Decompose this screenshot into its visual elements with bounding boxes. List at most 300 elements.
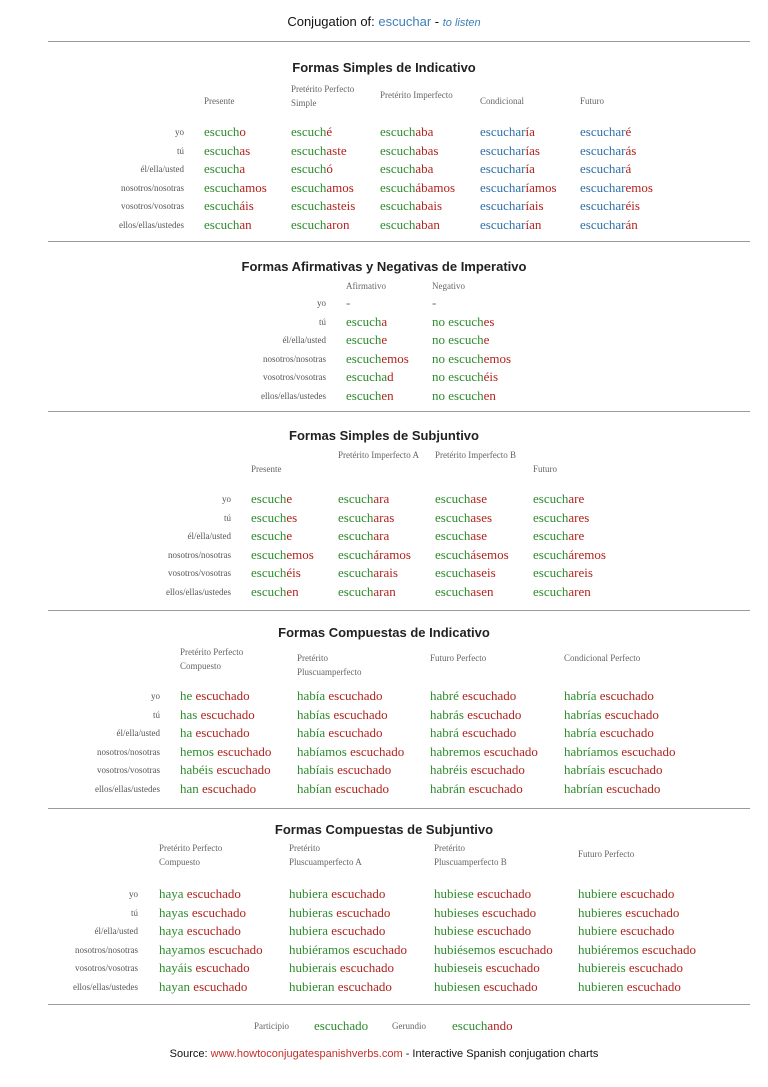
verb-stem: escuch xyxy=(204,179,240,195)
column-header: Pretérito Perfecto Compuesto xyxy=(180,647,244,671)
verb-stem: - xyxy=(346,295,351,310)
participio-value: escuchado xyxy=(314,1018,369,1033)
auxiliary-verb: habríamos xyxy=(564,743,619,759)
conjugation-cell xyxy=(480,143,540,159)
auxiliary-verb: han xyxy=(180,781,199,796)
conjugation-cell xyxy=(580,217,638,233)
conjugation-cell xyxy=(435,528,487,544)
conjugation-cell xyxy=(289,979,392,995)
divider xyxy=(48,241,750,242)
participle: escuchado xyxy=(333,762,392,778)
verb-ending: are xyxy=(568,491,585,506)
conjugation-cell xyxy=(297,688,383,704)
verb-ending: ases xyxy=(470,509,493,525)
verb-stem: escuch xyxy=(204,161,240,177)
pronoun-label: nosotros/nosotras xyxy=(263,353,326,364)
conjugation-cell xyxy=(434,886,531,902)
conjugation-cell xyxy=(346,351,409,367)
verb-stem: escuchar xyxy=(480,217,526,232)
verb-ending: en xyxy=(286,584,299,599)
divider xyxy=(48,808,750,809)
pronoun-label: ellos/ellas/ustedes xyxy=(261,391,326,401)
conjugation-cell xyxy=(432,351,511,367)
conjugation-cell xyxy=(480,180,557,196)
participle: escuchado xyxy=(495,941,553,957)
conjugation-cell xyxy=(434,942,553,958)
source-link[interactable]: www.howtoconjugatespanishverbs.com xyxy=(210,1048,403,1060)
verb-stem: escuchar xyxy=(580,161,626,177)
pronoun-label: yo xyxy=(151,691,160,701)
verb-ending: o xyxy=(239,124,246,139)
pronoun-label: yo xyxy=(175,127,184,137)
conjugation-cell xyxy=(533,547,606,563)
auxiliary-verb: hayan xyxy=(159,979,191,994)
section-title-comp-subjuntivo: Formas Compuestas de Subjuntivo xyxy=(274,822,494,837)
conjugation-cell xyxy=(564,781,660,797)
verb-ending: ás xyxy=(625,142,637,158)
conjugation-cell xyxy=(578,923,674,939)
participle: escuchado xyxy=(601,706,659,722)
page-title xyxy=(0,14,768,29)
conjugation-cell xyxy=(251,547,314,563)
conjugation-cell xyxy=(338,565,398,581)
conjugation-cell xyxy=(578,886,674,902)
participle: escuchado xyxy=(346,743,405,759)
auxiliary-verb: hemos xyxy=(180,743,214,759)
verb-stem: escuch xyxy=(435,491,471,506)
verb-ending: emos xyxy=(483,350,512,366)
participle: escuchado xyxy=(197,706,255,722)
divider xyxy=(48,1004,750,1005)
verb-ending: aseis xyxy=(470,565,496,581)
column-header: Futuro xyxy=(533,464,558,474)
column-header: Pretérito Pluscuamperfecto xyxy=(297,653,362,677)
verb-stem: no escuch xyxy=(432,369,484,385)
verb-ending: ían xyxy=(525,217,542,232)
conjugation-cell xyxy=(432,314,494,330)
verb-ending: a xyxy=(381,313,388,329)
conjugation-cell xyxy=(564,688,654,704)
participle: escuchado xyxy=(331,781,390,796)
verb-ending: are xyxy=(568,528,585,544)
conjugation-cell xyxy=(435,547,509,563)
verb-ending: amos xyxy=(239,179,267,195)
verb-stem: escuch xyxy=(204,142,240,158)
auxiliary-verb: habíamos xyxy=(297,743,347,759)
conjugation-cell xyxy=(180,725,250,741)
verb-ending: aba xyxy=(415,161,434,177)
conjugation-cell xyxy=(430,762,525,778)
verb-stem: escuch xyxy=(291,217,327,232)
auxiliary-verb: había xyxy=(297,725,326,741)
verb-ending: en xyxy=(483,388,496,403)
conjugation-cell xyxy=(578,960,683,976)
verb-ending: ó xyxy=(326,161,333,177)
verb-stem: escuch xyxy=(338,565,374,581)
pronoun-label: vosotros/vosotras xyxy=(97,765,160,776)
auxiliary-verb: hubiese xyxy=(434,886,474,901)
verb-ending: e xyxy=(381,332,388,348)
verb-stem: escuchar xyxy=(480,198,526,214)
verb-ending: éis xyxy=(483,369,499,385)
verb-ending: é xyxy=(625,124,632,139)
pronoun-label: él/ella/usted xyxy=(94,926,138,937)
participle: escuchado xyxy=(623,979,681,994)
verb-stem: escuch xyxy=(380,124,416,139)
conjugation-cell xyxy=(204,143,250,159)
verb-stem: escuch xyxy=(533,491,569,506)
verb-ending: aban xyxy=(415,217,440,232)
conjugation-cell xyxy=(380,143,438,159)
conjugation-cell xyxy=(180,781,256,797)
participle: escuchado xyxy=(192,960,250,976)
pronoun-label: vosotros/vosotras xyxy=(168,568,231,579)
participle: escuchado xyxy=(473,886,532,901)
participle: escuchado xyxy=(213,762,271,778)
conjugation-cell xyxy=(533,584,591,600)
verb-ending: aron xyxy=(326,217,350,232)
verb-stem: escuchar xyxy=(480,161,526,177)
verb-ending: á xyxy=(625,161,632,177)
conjugation-cell xyxy=(380,217,440,233)
conjugation-cell xyxy=(291,143,347,159)
auxiliary-verb: habrías xyxy=(564,706,602,722)
pronoun-label: vosotros/vosotras xyxy=(75,963,138,974)
conjugation-cell xyxy=(297,744,404,760)
conjugation-cell xyxy=(297,781,389,797)
conjugation-cell xyxy=(430,707,521,723)
auxiliary-verb: hubieras xyxy=(289,904,334,920)
auxiliary-verb: haya xyxy=(159,923,184,939)
auxiliary-verb: habré xyxy=(430,688,459,703)
verb-stem: escuchar xyxy=(580,217,626,232)
verb-stem: escuchar xyxy=(580,179,626,195)
conjugation-cell xyxy=(180,744,271,760)
auxiliary-verb: hubiesen xyxy=(434,979,481,994)
verb-stem: escuch xyxy=(380,142,416,158)
verb-ending: ía xyxy=(525,161,535,177)
pronoun-label: yo xyxy=(222,494,231,504)
verb-ending: aste xyxy=(326,142,347,158)
pronoun-label: él/ella/usted xyxy=(282,335,326,346)
verb-stem: escuch xyxy=(338,528,374,544)
verb-stem: escuch xyxy=(435,528,471,544)
verb-ending: as xyxy=(239,142,251,158)
verb-ending: e xyxy=(483,332,490,348)
conjugation-cell xyxy=(159,923,241,939)
participle: escuchado xyxy=(473,923,532,939)
verb-stem: no escuch xyxy=(432,388,484,403)
auxiliary-verb: hubiere xyxy=(578,886,617,901)
participle: escuchado xyxy=(334,979,392,994)
title-translation: to listen xyxy=(442,17,481,29)
participle: escuchado xyxy=(190,979,248,994)
verb-stem: escuch xyxy=(251,584,287,599)
conjugation-cell xyxy=(580,143,636,159)
column-header: Condicional Perfecto xyxy=(564,653,641,663)
conjugation-cell xyxy=(435,510,492,526)
verb-stem: escuch xyxy=(346,332,382,348)
verb-stem: - xyxy=(432,295,437,310)
auxiliary-verb: habrán xyxy=(430,781,466,796)
gerundio-ending: ando xyxy=(487,1018,513,1033)
conjugation-cell xyxy=(180,688,250,704)
verb-ending: es xyxy=(483,313,495,329)
conjugation-cell xyxy=(564,744,676,760)
verb-stem: no escuch xyxy=(432,313,484,329)
conjugation-cell xyxy=(338,584,396,600)
verb-stem: escuch xyxy=(346,313,382,329)
pronoun-label: ellos/ellas/ustedes xyxy=(95,784,160,794)
conjugation-cell xyxy=(251,584,299,600)
section-title-imperativo: Formas Afirmativas y Negativas de Imperativo xyxy=(241,259,527,274)
auxiliary-verb: hubiéremos xyxy=(578,941,639,957)
conjugation-cell xyxy=(578,979,681,995)
conjugation-cell xyxy=(432,332,489,348)
auxiliary-verb: habríais xyxy=(564,762,606,778)
participle: escuchado xyxy=(198,781,257,796)
title-dash: - xyxy=(434,14,440,29)
auxiliary-verb: habías xyxy=(297,706,331,722)
column-header: Pretérito Imperfecto A xyxy=(338,450,419,460)
verb-ending: ía xyxy=(525,124,535,139)
conjugation-cell xyxy=(434,960,540,976)
verb-stem: escuch xyxy=(380,161,416,177)
auxiliary-verb: habremos xyxy=(430,743,481,759)
conjugation-cell xyxy=(338,528,389,544)
verb-stem: escuch xyxy=(435,509,471,525)
conjugation-cell xyxy=(204,124,246,140)
verb-ending: ase xyxy=(470,491,487,506)
column-header: Pretérito Pluscuamperfecto A xyxy=(289,843,362,867)
conjugation-cell xyxy=(480,124,535,140)
conjugation-cell xyxy=(338,547,411,563)
participle: escuchado xyxy=(458,688,517,703)
verb-stem: escuch xyxy=(435,565,471,581)
divider xyxy=(48,610,750,611)
participle: escuchado xyxy=(192,688,250,703)
verb-stem: escuch xyxy=(291,142,327,158)
auxiliary-verb: has xyxy=(180,706,198,722)
participle: escuchado xyxy=(327,923,386,939)
verb-ending: íais xyxy=(525,198,544,214)
verb-ending: e xyxy=(286,491,293,506)
verb-stem: escuchar xyxy=(580,198,626,214)
verb-ending: aras xyxy=(373,509,395,525)
section-title-indicativo: Formas Simples de Indicativo xyxy=(292,60,476,75)
auxiliary-verb: hubiereis xyxy=(578,960,626,976)
verb-ending: arais xyxy=(373,565,398,581)
divider xyxy=(48,411,750,412)
participle: escuchado xyxy=(213,743,272,759)
source-prefix: Source: xyxy=(169,1048,208,1060)
auxiliary-verb: haya xyxy=(159,886,184,901)
verb-stem: no escuch xyxy=(432,332,484,348)
auxiliary-verb: hubierais xyxy=(289,960,337,976)
section-title-subjuntivo: Formas Simples de Subjuntivo xyxy=(289,428,479,443)
verb-ending: aren xyxy=(568,584,591,599)
verb-stem: escuch xyxy=(251,528,287,544)
participle: escuchado xyxy=(616,923,675,939)
conjugation-cell xyxy=(291,217,349,233)
conjugation-cell xyxy=(346,369,394,385)
participle: escuchado xyxy=(618,743,676,759)
conjugation-cell xyxy=(297,762,391,778)
auxiliary-verb: habrían xyxy=(564,781,603,796)
verb-stem: escuch xyxy=(251,491,287,506)
auxiliary-verb: hubieran xyxy=(289,979,335,994)
verb-stem: escuchar xyxy=(480,142,526,158)
verb-ending: emos xyxy=(381,350,409,366)
conjugation-cell xyxy=(291,180,354,196)
verb-stem: escuch xyxy=(346,388,382,403)
participle: escuchado xyxy=(602,781,661,796)
conjugation-cell xyxy=(380,198,442,214)
verb-ending: areis xyxy=(568,565,593,581)
conjugation-cell xyxy=(289,923,385,939)
pronoun-label: ellos/ellas/ustedes xyxy=(73,982,138,992)
pronoun-label: vosotros/vosotras xyxy=(263,372,326,383)
verb-stem: escuch xyxy=(435,584,471,599)
verb-ending: abas xyxy=(415,142,439,158)
verb-stem: escuch xyxy=(204,124,240,139)
conjugation-cell xyxy=(289,942,407,958)
auxiliary-verb: habría xyxy=(564,725,597,741)
conjugation-cell xyxy=(380,180,455,196)
pronoun-label: tú xyxy=(223,512,231,523)
pronoun-label: nosotros/nosotras xyxy=(121,182,184,193)
verb-ending: ares xyxy=(568,509,590,525)
auxiliary-verb: hayamos xyxy=(159,941,206,957)
verb-ending: éis xyxy=(286,565,301,581)
conjugation-cell xyxy=(580,124,631,140)
verb-ending: emos xyxy=(625,179,653,195)
participle: escuchado xyxy=(616,886,675,901)
conjugation-cell xyxy=(430,781,523,797)
verb-stem: no escuch xyxy=(432,350,484,366)
conjugation-cell xyxy=(432,388,496,404)
verb-stem: escuch xyxy=(338,509,374,525)
verb-stem: escuch xyxy=(204,217,240,232)
verb-stem: escuch xyxy=(291,161,327,177)
participle: escuchado xyxy=(325,688,383,703)
auxiliary-verb: habrás xyxy=(430,706,464,722)
participle: escuchado xyxy=(183,886,241,901)
auxiliary-verb: habían xyxy=(297,781,332,796)
auxiliary-verb: habéis xyxy=(180,762,214,778)
participle: escuchado xyxy=(465,781,523,796)
auxiliary-verb: hubieren xyxy=(578,979,624,994)
verb-stem: escuch xyxy=(533,584,569,599)
conjugation-cell xyxy=(289,960,394,976)
verb-stem: escuch xyxy=(533,546,569,562)
participle: escuchado xyxy=(336,960,395,976)
pronoun-label: yo xyxy=(317,298,326,308)
conjugation-cell xyxy=(380,124,433,140)
participle: escuchado xyxy=(622,904,680,920)
auxiliary-verb: hayas xyxy=(159,904,189,920)
conjugation-cell xyxy=(533,510,589,526)
conjugation-cell xyxy=(564,762,663,778)
column-header: Futuro Perfecto xyxy=(578,849,635,859)
conjugation-cell xyxy=(430,725,516,741)
auxiliary-verb: habrá xyxy=(430,725,459,741)
participle: escuchado xyxy=(458,725,517,741)
auxiliary-verb: hubiese xyxy=(434,923,474,939)
conjugation-cell xyxy=(289,905,390,921)
conjugation-cell xyxy=(251,528,292,544)
verb-ending: d xyxy=(387,369,394,385)
conjugation-cell xyxy=(434,905,536,921)
participio-label: Participio xyxy=(254,1021,289,1031)
verb-ending: ías xyxy=(525,142,540,158)
participle: escuchado xyxy=(349,941,408,957)
pronoun-label: nosotros/nosotras xyxy=(75,944,138,955)
conjugation-cell xyxy=(251,565,301,581)
verb-stem: escuch xyxy=(204,198,240,214)
verb-ending: ase xyxy=(470,528,487,544)
participle: escuchado xyxy=(467,762,525,778)
gerundio-label: Gerundio xyxy=(392,1021,426,1031)
participle: escuchado xyxy=(638,941,697,957)
conjugation-cell xyxy=(533,565,593,581)
participle: escuchado xyxy=(327,886,386,901)
auxiliary-verb: hubiésemos xyxy=(434,941,496,957)
participle: escuchado xyxy=(188,904,246,920)
pronoun-label: tú xyxy=(130,907,138,918)
conjugation-cell xyxy=(578,905,679,921)
verb-stem: escucha xyxy=(346,369,388,385)
verb-stem: escuch xyxy=(338,546,374,562)
conjugation-cell xyxy=(291,124,332,140)
pronoun-label: él/ella/usted xyxy=(116,728,160,739)
conjugation-cell xyxy=(289,886,385,902)
verb-ending: emos xyxy=(286,546,314,562)
verb-ending: asen xyxy=(470,584,494,599)
verb-ending: amos xyxy=(326,179,354,195)
verb-ending: é xyxy=(326,124,333,139)
column-header: Presente xyxy=(251,464,282,474)
verb-ending: íamos xyxy=(525,179,557,195)
pronoun-label: nosotros/nosotras xyxy=(97,746,160,757)
verb-ending: es xyxy=(286,509,298,525)
conjugation-cell xyxy=(435,584,493,600)
verb-stem: escuch xyxy=(380,179,416,195)
participle: escuchado xyxy=(330,706,388,722)
verb-stem: escuch xyxy=(291,124,327,139)
pronoun-label: él/ella/usted xyxy=(187,531,231,542)
auxiliary-verb: hubieres xyxy=(578,904,623,920)
verb-stem: escuch xyxy=(338,584,374,599)
gerundio-stem: escuch xyxy=(452,1018,488,1033)
conjugation-cell xyxy=(346,295,350,311)
auxiliary-verb: he xyxy=(180,688,193,703)
conjugation-cell xyxy=(204,198,254,214)
verb-ending: áis xyxy=(239,198,254,214)
pronoun-label: tú xyxy=(318,316,326,327)
column-header: Pretérito Imperfecto B xyxy=(435,450,516,460)
verb-stem: escuch xyxy=(380,217,416,232)
verb-stem: escuch xyxy=(533,509,569,525)
participle: escuchado xyxy=(480,979,538,994)
verb-ending: áramos xyxy=(373,546,411,562)
conjugation-cell xyxy=(346,388,394,404)
verb-stem: escuchar xyxy=(480,179,526,195)
conjugation-cell xyxy=(533,491,584,507)
conjugation-cell xyxy=(480,161,535,177)
conjugation-cell xyxy=(430,688,516,704)
conjugation-cell xyxy=(480,217,541,233)
